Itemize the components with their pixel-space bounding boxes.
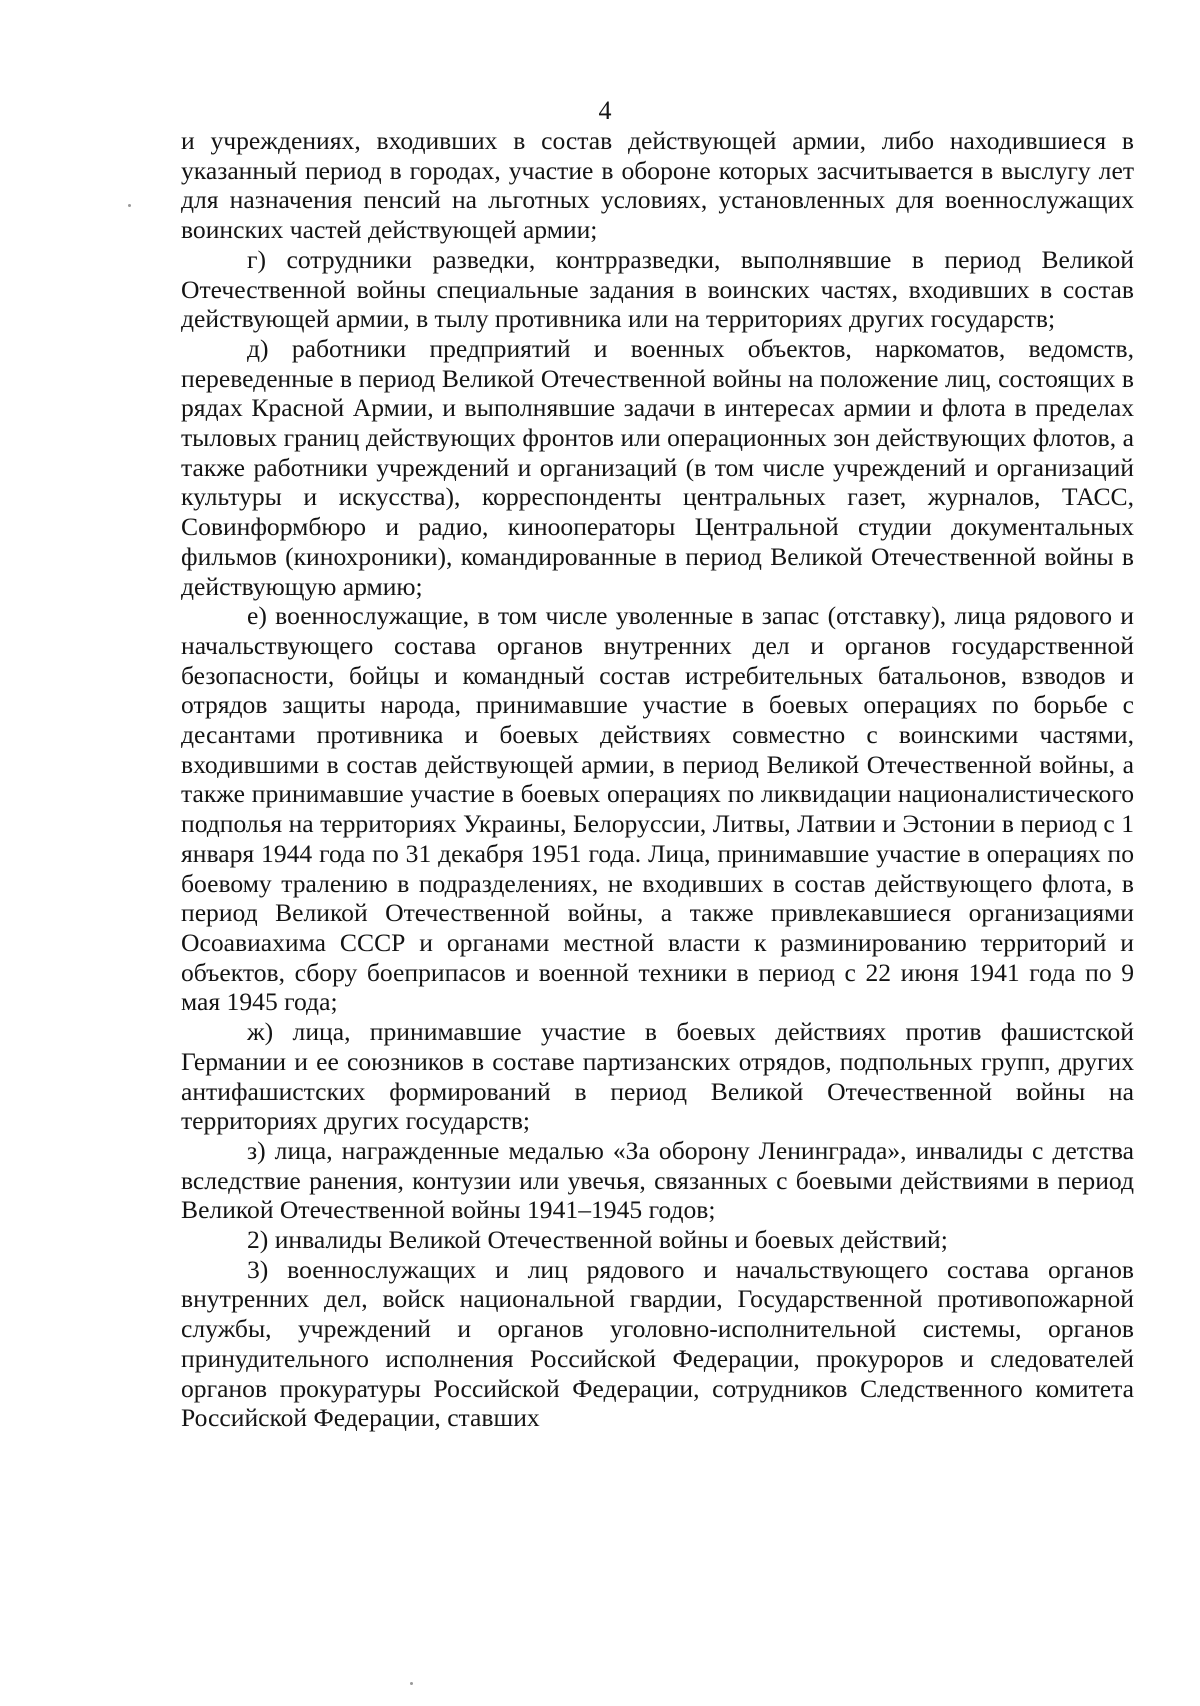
scan-speck xyxy=(410,1682,413,1685)
scan-speck xyxy=(128,204,131,207)
paragraph-item-2: 2) инвалиды Великой Отечественной войны и боевых действий; xyxy=(247,1225,948,1255)
paragraph-item-g: г) сотрудники разведки, контрразведки, выполнявшие в период Великой Отечественной войны специальные задания в воинских частях, входивших в состав действующей армии, в тылу противника или на территориях других государств; xyxy=(181,244,1134,334)
paragraph-continuation: и учреждениях, входивших в состав действующей армии, либо находившиеся в указанный период в городах, участие в обороне которых засчитывается в выслугу лет для назначения пенсий на льготных условиях, установленных для военнослужащих воинских частей действующей армии; xyxy=(181,126,1134,245)
paragraph-item-d: д) работники предприятий и военных объектов, наркоматов, ведомств, переведенные в период Великой Отечественной войны на положение лиц, состоящих в рядах Красной Армии, и выполнявшие задачи в интересах армии и флота в пределах тыловых границ действующих фронтов или операционных зон действующих флотов, а также работники учреждений и организаций (в том числе учреждений и организаций культуры и искусства), корреспонденты центральных газет, журналов, ТАСС, Совинформбюро и радио, кинооператоры Центральной студии документальных фильмов (кинохроники), командированные в период Великой Отечественной войны в действующую армию; xyxy=(181,333,1134,601)
page-number: 4 xyxy=(598,96,612,125)
document-body xyxy=(181,126,1134,1433)
paragraph-item-zh: ж) лица, принимавшие участие в боевых действиях против фашистской Германии и ее союзников в составе партизанских отрядов, подпольных групп, других антифашистских формирований в период Великой Отечественной войны на территориях других государств; xyxy=(181,1017,1134,1136)
paragraph-item-z: з) лица, награжденные медалью «За оборону Ленинграда», инвалиды с детства вследствие ранения, контузии или увечья, связанных с боевыми действиями в период Великой Отечественной войны 1941–1945 годов; xyxy=(181,1135,1134,1225)
paragraph-item-e: е) военнослужащие, в том числе уволенные в запас (отставку), лица рядового и начальствующего состава органов внутренних дел и органов государственной безопасности, бойцы и командный состав истребительных батальонов, взводов и отрядов защиты народа, принимавшие участие в боевых операциях по борьбе с десантами противника и боевых действиях совместно с воинскими частями, входившими в состав действующей армии, в период Великой Отечественной войны, а также принимавшие участие в боевых операциях по ликвидации националистического подполья на территориях Украины, Белоруссии, Литвы, Латвии и Эстонии в период с 1 января 1944 года по 31 декабря 1951 года. Лица, принимавшие участие в операциях по боевому тралению в подразделениях, не входивших в состав действующего флота, в период Великой Отечественной войны, а также привлекавшиеся организациями Осоавиахима СССР и органами местной власти к разминированию территорий и объектов, сбору боеприпасов и военной техники в период с 22 июня 1941 года по 9 мая 1945 года; xyxy=(181,601,1134,1017)
paragraph-item-3: 3) военнослужащих и лиц рядового и начальствующего состава органов внутренних дел, войск национальной гвардии, Государственной противопожарной службы, учреждений и органов уголовно-исполнительной системы, органов принудительного исполнения Российской Федерации, прокуроров и следователей органов прокуратуры Российской Федерации, сотрудников Следственного комитета Российской Федерации, ставших xyxy=(181,1254,1134,1433)
